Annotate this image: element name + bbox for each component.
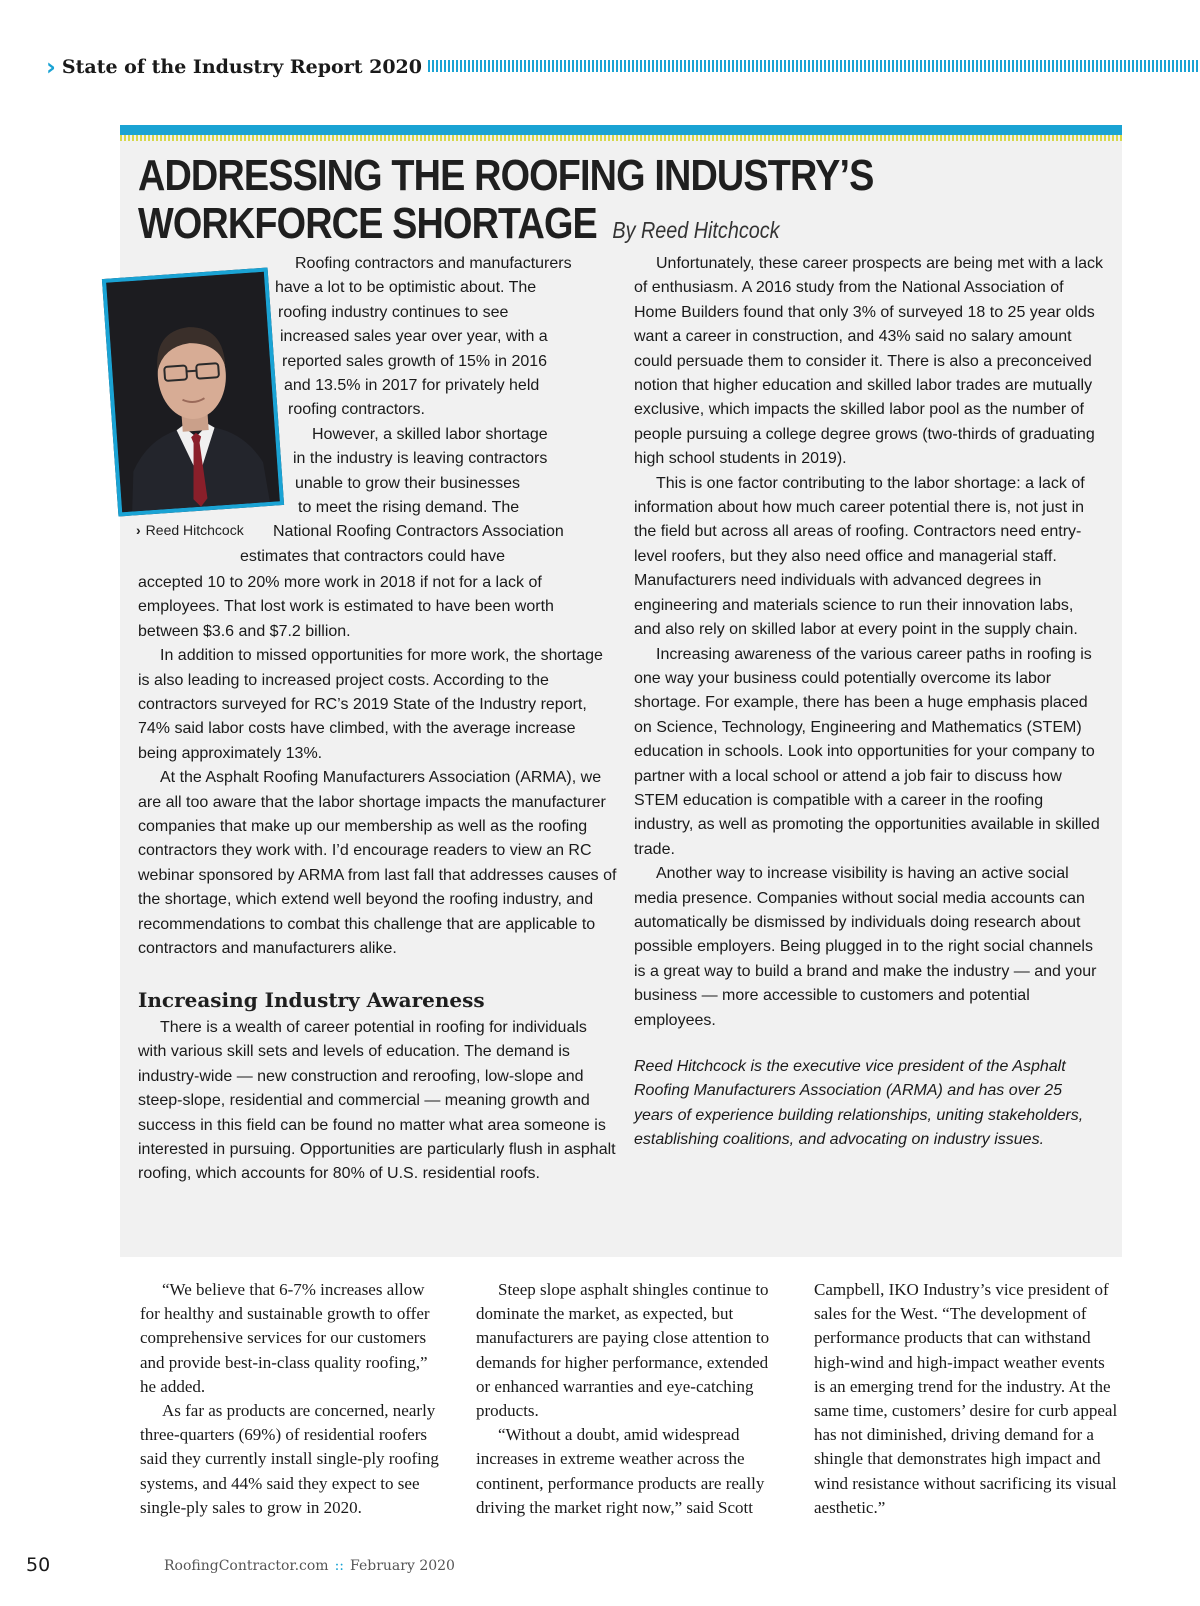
paragraph: Increasing awareness of the various career paths in roofing is one way your business could potentially overcome its labor shortage. For example, there has been a huge emphasis placed on Science, Technology, Engineering and Mathematics (STEM) education in schools. Look into opportunities for your company to partner with a local school or attend a job fair to discuss how STEM education is compatible with a career in the roofing industry, as well as promoting the opportunities available in skilled trade. (634, 645, 1100, 858)
footer (164, 1558, 455, 1574)
wrap-line: increased sales year over year, with a (280, 328, 548, 346)
footer-issue: February 2020 (350, 1558, 455, 1574)
chevron-right-icon: › (46, 53, 56, 81)
section-label (46, 52, 422, 82)
body-column-1 (140, 1278, 445, 1520)
wrap-line: estimates that contractors could have (240, 547, 506, 565)
wrap-line: unable to grow their businesses (295, 474, 521, 492)
paragraph: At the Asphalt Roofing Manufacturers Association (ARMA), we are all too aware that the labor shortage impacts the manufacturer companies that make up our membership as well as the roofing contractors they work with. I’d encourage readers to view an RC webinar sponsored by ARMA from last fall that addresses causes of the shortage, which extend well beyond the roofing industry, and recommendations to combat this challenge that are applicable to contractors and manufacturers alike. (138, 769, 617, 958)
paragraph: accepted 10 to 20% more work in 2018 if not for a lack of employees. That lost work is estimated to have been worth between $3.6 and $7.2 billion. (138, 574, 554, 640)
body-column-3 (814, 1278, 1119, 1520)
paragraph: “We believe that 6-7% increases allow for healthy and sustainable growth to offer comprehensive services for our customers and provide best-in-class quality roofing,” he added. (140, 1280, 430, 1396)
wrap-line: National Roofing Contractors Association (273, 523, 564, 541)
header-rule (428, 60, 1200, 72)
paragraph: There is a wealth of career potential in roofing for individuals with various skill sets and levels of education. The demand is industry-wide — new construction and reroofing, low-slope and steep-slope, residential and commercial — meaning growth and success in this field can be found no matter what area someone is interested in pursuing. Opportunities are particularly flush in asphalt roofing, which accounts for 80% of U.S. residential roofs. (138, 1018, 616, 1183)
paragraph: Unfortunately, these career prospects are being met with a lack of enthusiasm. A 2016 study from the National Association of Home Builders found that only 3% of surveyed 18 to 25 year olds want a career in construction, and 43% said no salary amount could persuade them to consider it. There is also a preconceived notion that higher education and skilled labor trades are mutually exclusive, which impacts the skilled labor pool as the number of people pursuing a college degree grows (two-thirds of graduating high school students in 2019). (634, 255, 1104, 468)
footer-separator: :: (334, 1558, 345, 1574)
wrap-line: However, a skilled labor shortage (312, 425, 548, 443)
photo-caption-text: Reed Hitchcock (145, 522, 244, 538)
paragraph: “Without a doubt, amid widespread increases in extreme weather across the continent, performance products are really driving the market right now,” said Scott (476, 1425, 765, 1517)
footer-site: RoofingContractor.com (164, 1558, 329, 1574)
wrap-line: to meet the rising demand. The (298, 499, 520, 517)
wrap-line: Roofing contractors and manufacturers (295, 255, 572, 272)
body-column-2 (476, 1278, 781, 1520)
wrap-line: in the industry is leaving contractors (293, 450, 548, 468)
paragraph: Campbell, IKO Industry’s vice president of sales for the West. “The development of performance products that can withstand high-wind and high-impact weather events is an emerging trend for the industry. At the same time, customers’ desire for curb appeal has not diminished, driving demand for a shingle that demonstrates high impact and wind resistance without sacrificing its visual aesthetic.” (814, 1280, 1118, 1517)
section-title: State of the Industry Report 2020 (61, 56, 422, 78)
byline: By Reed Hitchcock (612, 217, 780, 243)
author-bio: Reed Hitchcock is the executive vice president of the Asphalt Roofing Manufacturers Association (ARMA) and has over 25 years of experience building relationships, uniting stakeholders, establishing coalitions, and advocating on industry issues. (634, 1058, 1084, 1149)
paragraph: Another way to increase visibility is having an active social media presence. Companies without social media accounts can automatically be dismissed by individuals doing research about possible employers. Being plugged in to the right social channels is a great way to build a brand and make the industry — and your business — more accessible to customers and potential employees. (634, 865, 1097, 1029)
wrap-line: roofing contractors. (288, 401, 425, 419)
paragraph: This is one factor contributing to the labor shortage: a lack of information about how much career potential there is, not just in the field but across all areas of roofing. Contractors need entry-level roofers, but they also need office and managerial staff. Manufacturers need individuals with advanced degrees in engineering and materials science to run their innovation labs, and also rely on skilled labor at every point in the supply chain. (634, 474, 1085, 639)
paragraph: As far as products are concerned, nearly three-quarters (69%) of residential roofers said they currently install single-ply roofing systems, and 44% said they expect to see single-ply sales to grow in 2020. (140, 1401, 439, 1517)
wrap-line: reported sales growth of 15% in 2016 (282, 352, 548, 370)
headline-text: ADDRESSING THE ROOFING INDUSTRY’S WORKFORCE SHORTAGE (138, 151, 874, 248)
sidebar-intro-wrapped (138, 252, 608, 569)
sidebar-right-column (634, 252, 1104, 1153)
paragraph: In addition to missed opportunities for more work, the shortage is also leading to increased project costs. According to the contractors surveyed for RC’s 2019 State of the Industry report, 74% said labor costs have climbed, with the average increase being approximately 13%. (138, 647, 603, 762)
box-dotted-rule (120, 135, 1122, 141)
subhead: Increasing Industry Awareness (138, 987, 485, 1012)
caption-chevron-icon: › (136, 522, 141, 538)
box-top-bar (120, 125, 1122, 135)
wrap-line: have a lot to be optimistic about. The (275, 279, 537, 297)
wrap-line: and 13.5% in 2017 for privately held (284, 377, 540, 395)
page-number: 50 (26, 1554, 51, 1576)
paragraph: Steep slope asphalt shingles continue to dominate the market, as expected, but manufacturers are paying close attention to demands for higher performance, extended or enhanced warranties and eye-catching products. (476, 1280, 770, 1421)
sidebar-left-column (138, 571, 618, 1187)
wrap-line: roofing industry continues to see (278, 303, 509, 321)
headline (138, 152, 972, 254)
